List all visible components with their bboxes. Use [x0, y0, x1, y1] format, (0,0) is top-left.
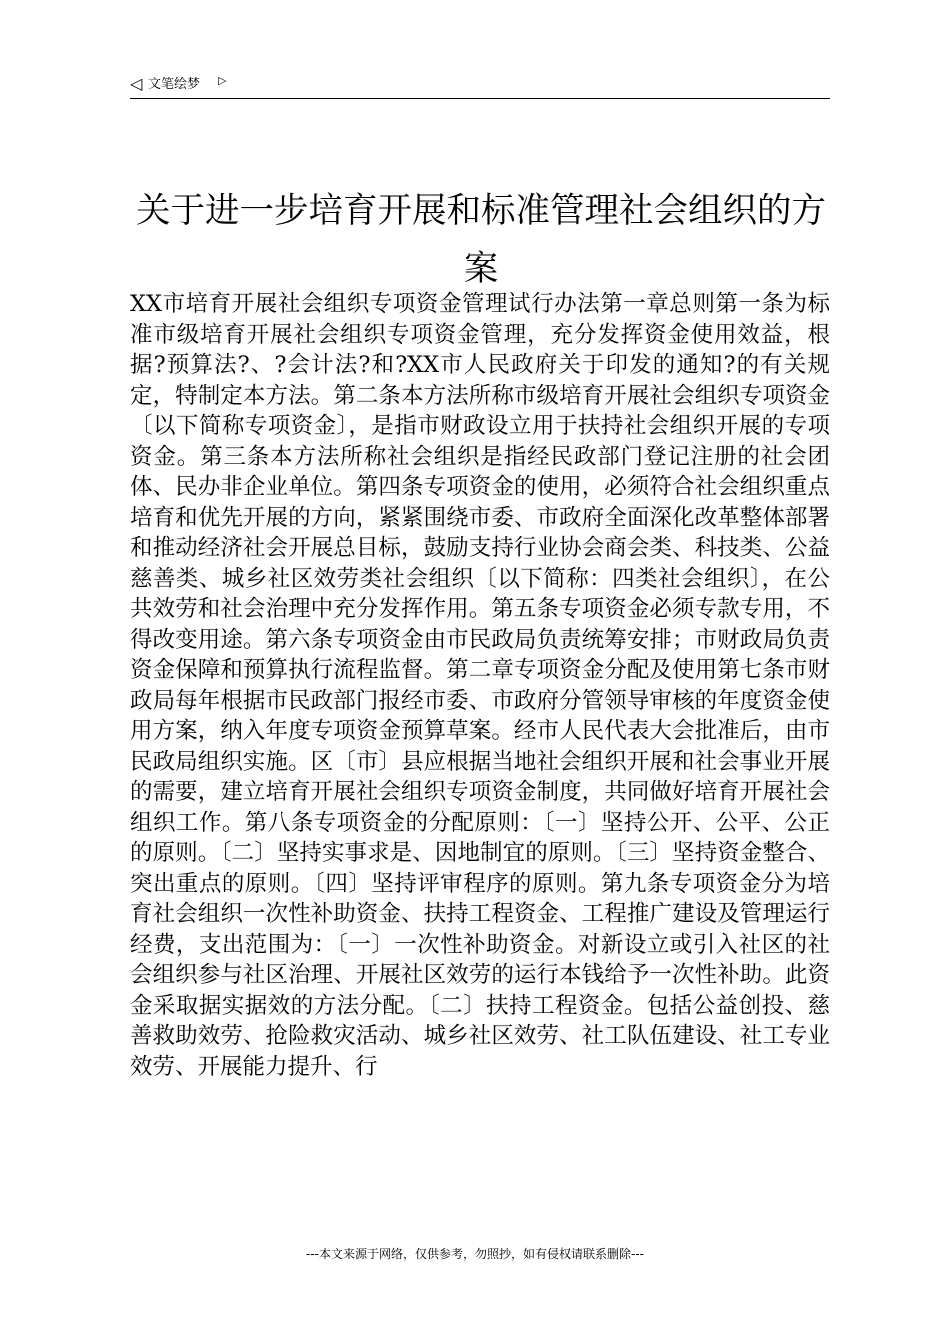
page-footer-notice: ---本文来源于网络，仅供参考，勿照抄，如有侵权请联系删除---: [306, 1247, 644, 1261]
document-body: XX市培育开展社会组织专项资金管理试行办法第一章总则第一条为标准市级培育开展社会组织专项资金管理，充分发挥资金使用效益，根据?预算法?、?会计法?和?XX市人民政府关于印发的通知?的有关规定，特制定本方法。第二条本方法所称市级培育开展社会组织专项资金〔以下简称专项资金〕，是指市财政设立用于扶持社会组织开展的专项资金。第三条本方法所称社会组织是指经民政部门登记注册的社会团体、民办非企业单位。第四条专项资金的使用，必须符合社会组织重点培育和优先开展的方向，紧紧围绕市委、市政府全面深化改革整体部署和推动经济社会开展总目标，鼓励支持行业协会商会类、科技类、公益慈善类、城乡社区效劳类社会组织〔以下简称：四类社会组织〕，在公共效劳和社会治理中充分发挥作用。第五条专项资金必须专款专用，不得改变用途。第六条专项资金由市民政局负责统筹安排；市财政局负责资金保障和预算执行流程监督。第二章专项资金分配及使用第七条市财政局每年根据市民政部门报经市委、市政府分管领导审核的年度资金使用方案，纳入年度专项资金预算草案。经市人民代表大会批准后，由市民政局组织实施。区〔市〕县应根据当地社会组织开展和社会事业开展的需要，建立培育开展社会组织专项资金制度，共同做好培育开展社会组织工作。第八条专项资金的分配原则：〔一〕坚持公开、公平、公正的原则。〔二〕坚持实事求是、因地制宜的原则。〔三〕坚持资金整合、突出重点的原则。〔四〕坚持评审程序的原则。第九条专项资金分为培育社会组织一次性补助资金、扶持工程资金、工程推广建设及管理运行经费，支出范围为：〔一〕一次性补助资金。对新设立或引入社区的社会组织参与社区治理、开展社区效劳的运行本钱给予一次性补助。此资金采取据实据效的方法分配。〔二〕扶持工程资金。包括公益创投、慈善救助效劳、抢险救灾活动、城乡社区效劳、社工队伍建设、社工专业效劳、开展能力提升、行: [130, 291, 830, 1080]
document-title: 关于进一步培育开展和标准管理社会组织的方案: [136, 191, 826, 289]
header-brand: 文笔绘梦: [148, 77, 201, 92]
right-triangle-icon: ▷: [218, 74, 227, 87]
page-header: [130, 72, 830, 99]
left-triangle-icon: ◁: [130, 74, 143, 93]
